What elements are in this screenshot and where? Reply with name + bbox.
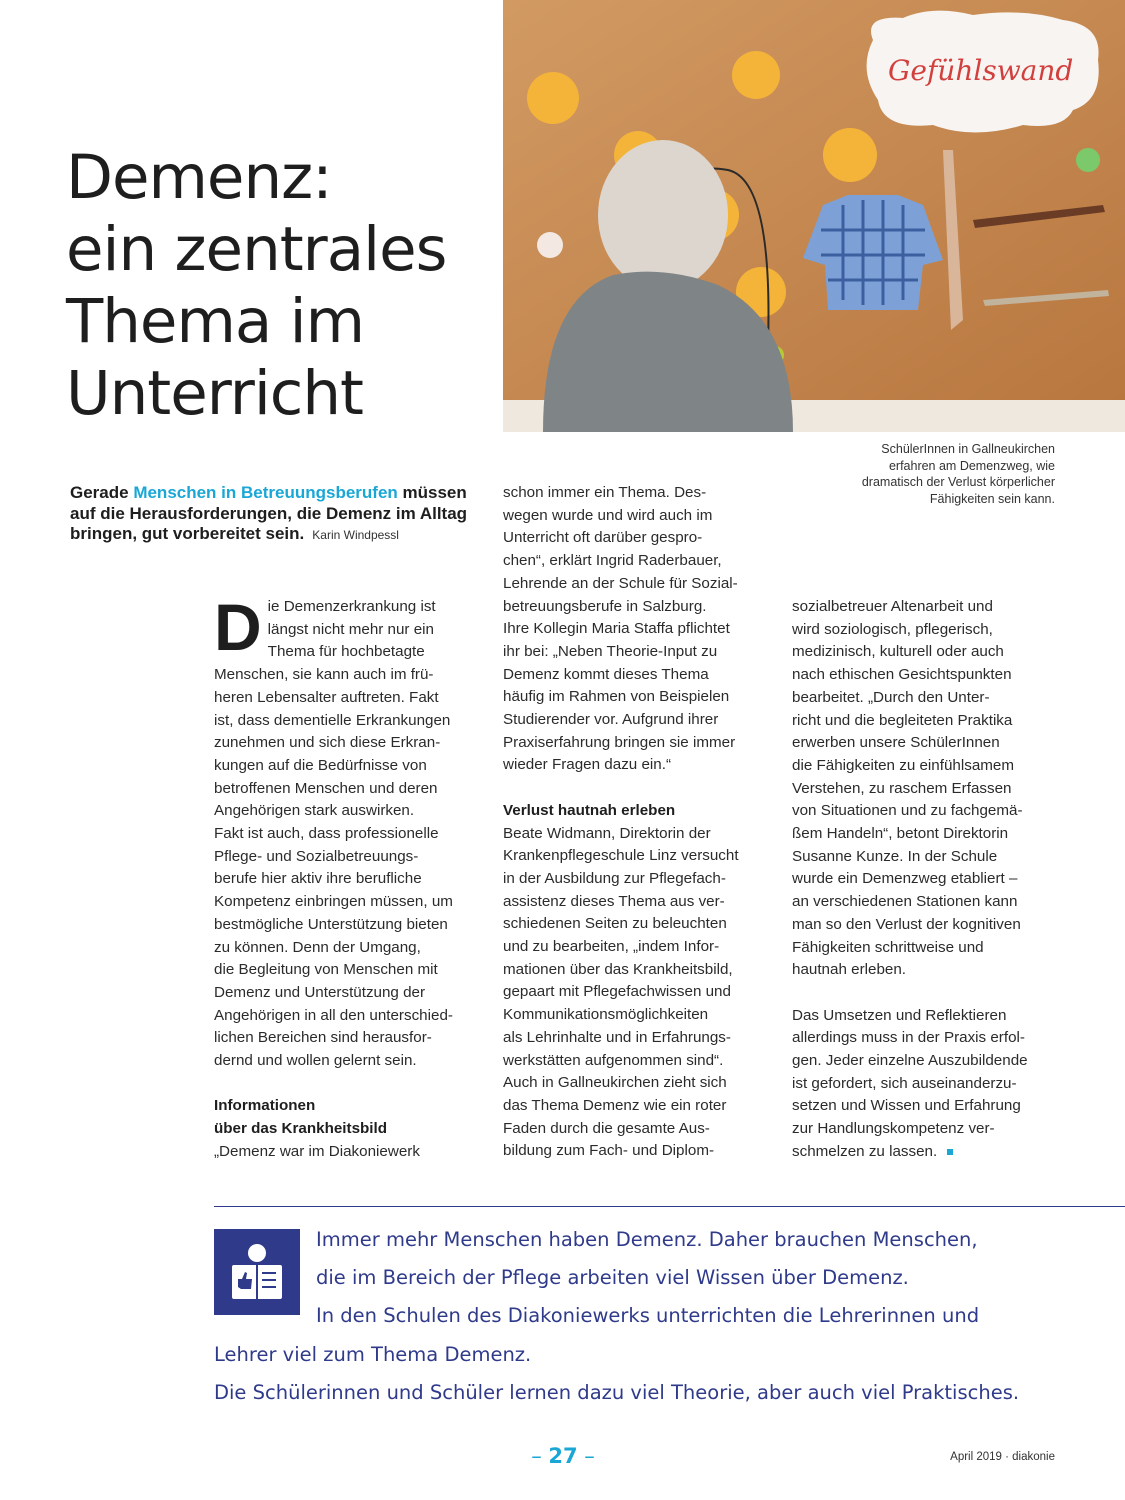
- body-line: Studierender vor. Aufgrund ihrer: [503, 711, 719, 729]
- body-line: sozialbetreuer Altenarbeit und: [792, 598, 993, 615]
- body-line: „Demenz war im Diakoniewerk: [214, 1142, 420, 1160]
- body-line: medizinisch, kulturell oder auch: [792, 643, 1004, 661]
- body-line: betreuungsberufe in Salzburg.: [503, 597, 707, 615]
- title-line: Demenz:: [66, 142, 332, 213]
- easy-read-line: In den Schulen des Diakoniewerks unterrichten die Lehrerinnen und: [316, 1304, 980, 1327]
- body-line: allerdings muss in der Praxis erfol-: [792, 1029, 1025, 1047]
- body-line: Unterricht oft darüber gespro-: [503, 529, 703, 547]
- body-line: Susanne Kunze. In der Schule: [792, 847, 998, 865]
- body-line: Das Umsetzen und Reflektieren: [792, 1006, 1007, 1024]
- title-line: Thema im: [66, 286, 365, 357]
- body-line: Angehörigen stark auswirken.: [214, 802, 415, 820]
- body-line: Demenz kommt dieses Thema: [503, 665, 709, 683]
- subheading: über das Krankheitsbild: [214, 1120, 388, 1138]
- body-line: bestmögliche Unterstützung bieten: [214, 915, 448, 933]
- body-line: chen“, erklärt Ingrid Raderbauer,: [503, 552, 722, 570]
- body-line: betroffenen Menschen und deren: [214, 779, 438, 797]
- body-line: ist gefordert, sich auseinanderzu-: [792, 1074, 1017, 1092]
- easy-read-line: Lehrer viel zum Thema Demenz.: [214, 1343, 532, 1366]
- body-line: zur Handlungskompetenz ver-: [792, 1120, 995, 1138]
- body-line: mationen über das Krankheitsbild,: [503, 960, 733, 978]
- page-number-value: 27: [548, 1444, 578, 1468]
- body-line: schon immer ein Thema. Des-: [503, 484, 707, 501]
- body-line: werkstätten aufgenommen sind“.: [503, 1051, 724, 1069]
- body-line: kungen auf die Bedürfnisse von: [214, 756, 427, 774]
- body-line: erwerben unsere SchülerInnen: [792, 734, 1000, 752]
- body-line: dernd und wollen gelernt sein.: [214, 1052, 417, 1070]
- body-line: ßem Handeln“, betont Direktorin: [792, 825, 1009, 843]
- body-line: lichen Bereichen sind herausfor-: [214, 1029, 432, 1047]
- body-line: die Fähigkeiten zu einfühlsamem: [792, 756, 1015, 774]
- body-line: setzen und Wissen und Erfahrung: [792, 1097, 1021, 1115]
- body-line: Pflege- und Sozialbetreuungs-: [214, 847, 419, 865]
- body-line: Kommunikationsmöglichkeiten: [503, 1006, 709, 1024]
- body-line: zunehmen und sich diese Erkran-: [214, 734, 441, 752]
- section-divider: [214, 1206, 1125, 1207]
- body-line: gen. Jeder einzelne Auszubildende: [792, 1052, 1028, 1070]
- body-line: wird soziologisch, pflegerisch,: [792, 620, 993, 638]
- article-photo: [503, 0, 1125, 432]
- body-line: Verstehen, zu raschem Erfassen: [792, 779, 1012, 797]
- end-mark-icon: [947, 1149, 953, 1155]
- subheading: Informationen: [214, 1097, 316, 1115]
- body-line: Fähigkeiten schrittweise und: [792, 938, 984, 956]
- body-line: Auch in Gallneukirchen zieht sich: [503, 1074, 727, 1092]
- body-column-1: [214, 590, 484, 1164]
- lead-paragraph: [70, 483, 488, 546]
- body-column-3: [792, 596, 1062, 1164]
- lead-line: bringen, gut vorbereitet sein.: [70, 524, 305, 543]
- lead-post: müssen: [397, 483, 467, 502]
- body-line: häufig im Rahmen von Beispielen: [503, 688, 730, 706]
- body-line: ihr bei: „Neben Theorie-Input zu: [503, 642, 718, 660]
- body-line: als Lehrinhalte und in Erfahrungs-: [503, 1028, 731, 1046]
- body-line: Fakt ist auch, dass professionelle: [214, 825, 439, 843]
- body-line: nach ethischen Gesichtspunkten: [792, 666, 1012, 684]
- sign-text: Gefühlswand: [888, 54, 1074, 87]
- body-line: wurde ein Demenzweg etabliert –: [792, 870, 1018, 888]
- body-line: Lehrende an der Schule für Sozial-: [503, 574, 738, 592]
- body-line: Menschen, sie kann auch im frü-: [214, 666, 434, 684]
- body-line: Thema für hochbetagte: [267, 643, 425, 661]
- caption-line: Fähigkeiten sein kann.: [929, 491, 1055, 506]
- body-line: längst nicht mehr nur ein: [267, 620, 434, 638]
- body-line: richt und die begleiteten Praktika: [792, 711, 1013, 729]
- article-title: [66, 142, 496, 430]
- body-line: Krankenpflegeschule Linz versucht: [503, 847, 739, 865]
- caption-line: dramatisch der Verlust körperlicher: [861, 475, 1055, 489]
- body-line: die Begleitung von Menschen mit: [214, 961, 438, 979]
- easy-read-icon: [214, 1229, 300, 1315]
- easy-read-line: Immer mehr Menschen haben Demenz. Daher brauchen Menschen,: [316, 1228, 978, 1251]
- body-line: Ihre Kollegin Maria Staffa pflichtet: [503, 620, 730, 638]
- body-line: das Thema Demenz wie ein roter: [503, 1096, 727, 1114]
- body-line: wieder Fragen dazu ein.“: [503, 756, 671, 774]
- body-line: ist, dass dementielle Erkrankungen: [214, 711, 451, 729]
- caption-line: SchülerInnen in Gallneukirchen: [881, 442, 1055, 456]
- body-line: Angehörigen in all den unterschied-: [214, 1006, 453, 1024]
- caption-line: erfahren am Demenzweg, wie: [888, 458, 1055, 473]
- easy-read-line: Die Schülerinnen und Schüler lernen dazu viel Theorie, aber auch viel Praktisches.: [214, 1381, 1020, 1404]
- body-line: bearbeitet. „Durch den Unter-: [792, 688, 990, 706]
- body-line: in der Ausbildung zur Pflegefach-: [503, 869, 726, 887]
- body-line: Kompetenz einbringen müssen, um: [214, 893, 453, 911]
- drop-cap: D: [214, 590, 262, 664]
- body-line: man so den Verlust der kognitiven: [792, 915, 1021, 933]
- body-line: schiedenen Seiten zu beleuchten: [503, 915, 727, 933]
- lead-line: auf die Herausforderungen, die Demenz im Alltag: [70, 503, 468, 523]
- body-line: wegen wurde und wird auch im: [503, 506, 713, 524]
- body-column-2: [503, 482, 773, 1163]
- title-line: Unterricht: [66, 358, 363, 429]
- body-line: assistenz dieses Thema aus ver-: [503, 892, 725, 910]
- body-line: und zu bearbeiten, „indem Infor-: [503, 938, 720, 956]
- body-line: berufe hier aktiv ihre berufliche: [214, 870, 422, 888]
- page-number: – 27 –: [531, 1444, 595, 1468]
- body-line: ie Demenzerkrankung ist: [267, 598, 436, 615]
- body-line: zu können. Denn der Umgang,: [214, 938, 421, 956]
- subheading: Verlust hautnah erleben: [503, 801, 676, 819]
- feelings-sign: [867, 11, 1099, 133]
- lead-highlight: Menschen in Betreuungsberufen: [133, 483, 398, 502]
- body-line: gepaart mit Pflegefachwissen und: [503, 983, 731, 1001]
- body-line: heren Lebensalter auftreten. Fakt: [214, 688, 439, 706]
- body-line: Praxiserfahrung bringen sie immer: [503, 733, 736, 751]
- body-line: Demenz und Unterstützung der: [214, 983, 426, 1001]
- title-line: ein zentrales: [66, 214, 447, 285]
- body-line: hautnah erleben.: [792, 961, 907, 979]
- body-line: Beate Widmann, Direktorin der: [503, 824, 711, 842]
- author-name: Karin Windpessl: [312, 528, 399, 542]
- body-line: bildung zum Fach- und Diplom-: [503, 1142, 715, 1160]
- photo-caption: [790, 441, 1055, 507]
- issue-label: April 2019 · diakonie: [950, 1451, 1055, 1463]
- lead-pre: Gerade: [70, 483, 134, 502]
- body-line: schmelzen zu lassen.: [792, 1142, 938, 1160]
- body-line: von Situationen und zu fachgemä-: [792, 802, 1023, 820]
- easy-read-line: die im Bereich der Pflege arbeiten viel Wissen über Demenz.: [316, 1266, 909, 1289]
- body-line: Faden durch die gesamte Aus-: [503, 1119, 710, 1137]
- body-line: an verschiedenen Stationen kann: [792, 893, 1018, 911]
